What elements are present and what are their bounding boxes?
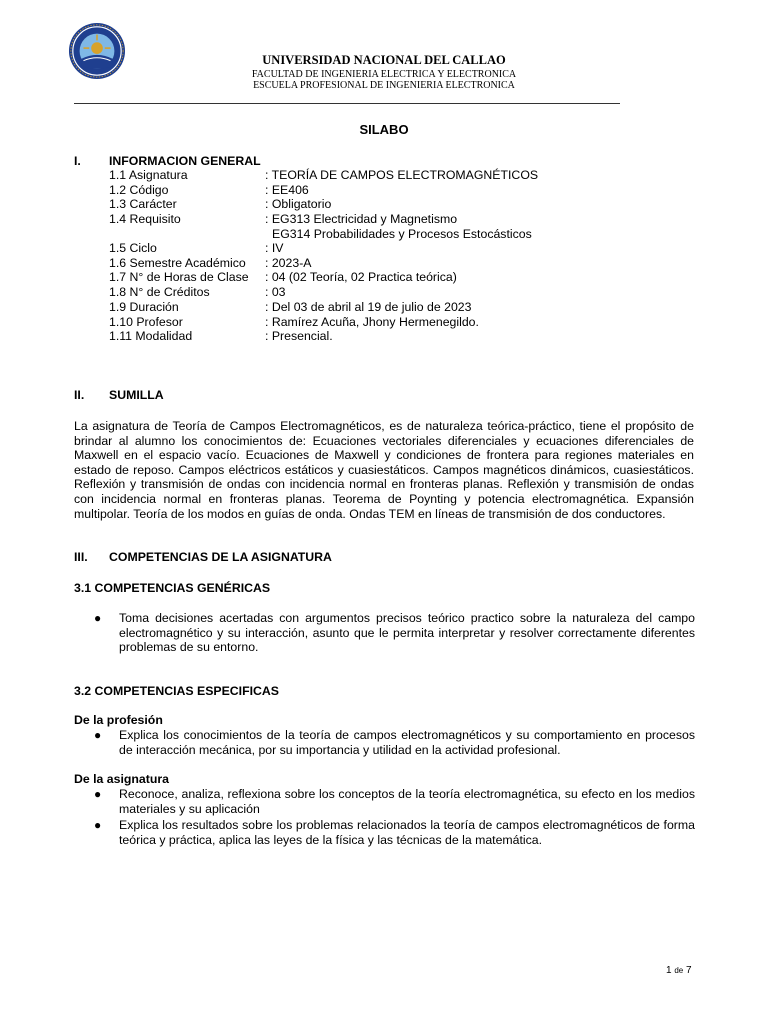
subject-heading: De la asignatura — [74, 772, 169, 786]
header-divider — [74, 103, 620, 104]
section-1-heading: INFORMACION GENERAL — [109, 154, 261, 168]
info-label: 1.1 Asignatura — [109, 168, 188, 182]
info-label: 1.11 Modalidad — [109, 329, 193, 343]
specific-competencies-heading: 3.2 COMPETENCIAS ESPECIFICAS — [74, 684, 279, 698]
list-item: Explica los conocimientos de la teoría de campos electromagnéticos y su comportamiento en procesos de interacción mecánica, por su importancia y utilidad en la actividad profesional. — [119, 728, 695, 757]
sumilla-paragraph: La asignatura de Teoría de Campos Electromagnéticos, es de naturaleza teórica-práctico, tiene el propósito de brindar al alumno los conocimientos de: Ecuaciones vectoriales diferenciales y ecuaciones diferenciales de Maxwell en el espacio vacío. Ecuaciones de Maxwell y condiciones de frontera para regiones materiales en estado de reposo. Campos eléctricos estáticos y cuasiestáticos. Campos magnéticos dinámicos, cuasiestáticos. Reflexión y transmisión de ondas con incidencia normal en fronteras planas. Reflexión y transmisión de ondas con incidencia normal en fronteras planas. Teorema de Poynting y potencia electromagnética. Expansión multipolar. Teoría de los modos en guías de onda. Ondas TEM en líneas de transmisión de dos conductores. — [74, 419, 694, 521]
info-value: : 03 — [265, 285, 286, 299]
info-label: 1.9 Duración — [109, 300, 179, 314]
info-value: : Ramírez Acuña, Jhony Hermenegildo. — [265, 315, 479, 329]
info-label: 1.3 Carácter — [109, 197, 177, 211]
info-value: EG314 Probabilidades y Procesos Estocásticos — [272, 227, 532, 241]
bullet-icon: ● — [94, 611, 102, 625]
page-number — [666, 965, 692, 976]
profession-heading: De la profesión — [74, 713, 163, 727]
info-value: : Obligatorio — [265, 197, 332, 211]
info-label: 1.4 Requisito — [109, 212, 181, 226]
info-label: 1.10 Profesor — [109, 315, 183, 329]
info-value: : 2023-A — [265, 256, 312, 270]
info-value: : IV — [265, 241, 284, 255]
info-label: 1.6 Semestre Académico — [109, 256, 246, 270]
info-label: 1.5 Ciclo — [109, 241, 157, 255]
section-2-number: II. — [74, 388, 85, 402]
info-value: : Del 03 de abril al 19 de julio de 2023 — [265, 300, 472, 314]
section-3-heading: COMPETENCIAS DE LA ASIGNATURA — [109, 550, 332, 564]
info-label: 1.7 N° de Horas de Clase — [109, 270, 249, 284]
info-value: : Presencial. — [265, 329, 333, 343]
of-label: de — [674, 966, 684, 975]
school-name: ESCUELA PROFESIONAL DE INGENIERIA ELECTRONICA — [253, 80, 515, 91]
university-name: UNIVERSIDAD NACIONAL DEL CALLAO — [262, 53, 506, 67]
info-value: : EG313 Electricidad y Magnetismo — [265, 212, 458, 226]
current-page: 1 — [666, 965, 672, 976]
bullet-icon: ● — [94, 787, 102, 801]
generic-competencies-heading: 3.1 COMPETENCIAS GENÉRICAS — [74, 581, 271, 595]
list-item: Toma decisiones acertadas con argumentos precisos teórico practico sobre la naturaleza del campo electromagnético y su interacción, asunto que le permita interpretar y resolver correctamente diferentes problemas de su entorno. — [119, 611, 695, 655]
list-item: Reconoce, analiza, reflexiona sobre los conceptos de la teoría electromagnética, su efecto en los medios materiales y su aplicación — [119, 787, 695, 816]
faculty-name: FACULTAD DE INGENIERIA ELECTRICA Y ELECTRONICA — [251, 69, 517, 80]
section-3-number: III. — [74, 550, 88, 564]
document-title: SILABO — [359, 122, 409, 137]
info-value: : EE406 — [265, 183, 309, 197]
bullet-icon: ● — [94, 728, 102, 742]
info-label: 1.2 Código — [109, 183, 169, 197]
info-label: 1.8 N° de Créditos — [109, 285, 210, 299]
total-pages: 7 — [686, 965, 692, 976]
section-1-number: I. — [74, 154, 81, 168]
info-value: : 04 (02 Teoría, 02 Practica teórica) — [265, 270, 457, 284]
list-item: Explica los resultados sobre los problemas relacionados la teoría de campos electromagnéticos de forma teórica y práctica, aplica las leyes de la física y las técnicas de la matemática. — [119, 818, 695, 847]
section-2-heading: SUMILLA — [109, 388, 164, 402]
info-value: : TEORÍA DE CAMPOS ELECTROMAGNÉTICOS — [265, 168, 539, 182]
bullet-icon: ● — [94, 818, 102, 832]
